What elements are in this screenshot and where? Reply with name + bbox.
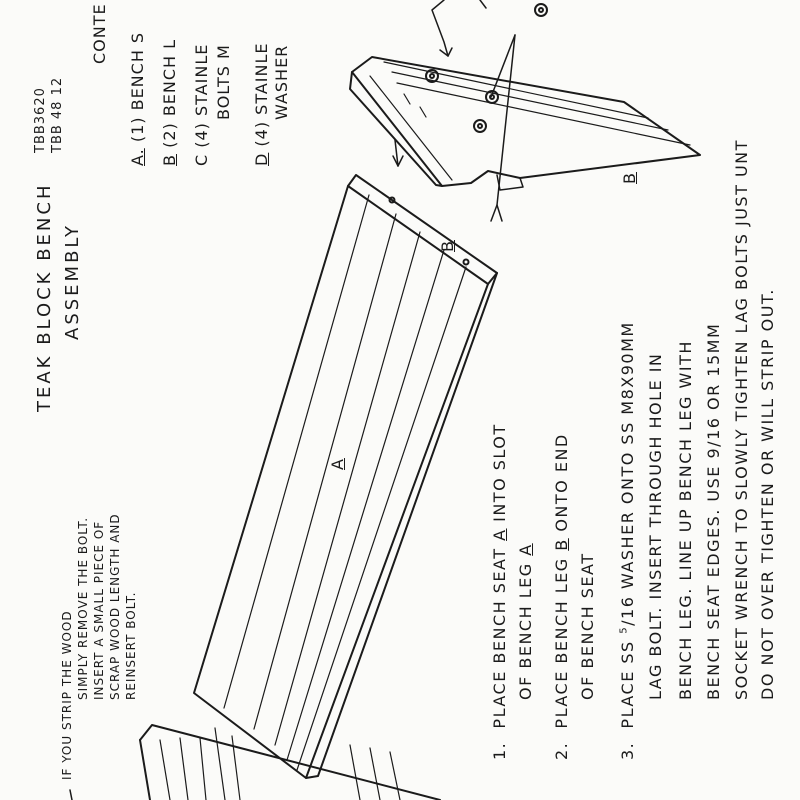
leg-label: B <box>620 172 639 184</box>
bench-leg-drawing <box>350 4 700 190</box>
part-item-b: B (2) BENCH L <box>160 38 179 166</box>
step-3-line-2: LAG BOLT. INSERT THROUGH HOLE IN <box>646 352 665 700</box>
part-item-d: D (4) STAINLE <box>252 42 271 166</box>
seat-end-label: B <box>438 240 457 252</box>
page-title: TEAK BLOCK BENCH <box>34 182 55 412</box>
model-number-1: TBB3620 <box>33 87 48 153</box>
step-1-line-1: 1. PLACE BENCH SEAT A INTO SLOT <box>490 423 509 760</box>
bench-seat-drawing <box>194 175 497 778</box>
tip-line-4: SCRAP WOOD LENGTH AND <box>108 513 122 700</box>
tip-line-5: REINSERT BOLT. <box>124 591 138 700</box>
step-1-line-2: OF BENCH LEG A <box>516 543 535 700</box>
part-item-a: A. (1) BENCH S <box>128 31 147 166</box>
tip-line-2: SIMPLY REMOVE THE BOLT. <box>76 516 90 700</box>
contents-heading: CONTE <box>90 3 109 64</box>
part-item-d-cont: WASHER <box>272 44 291 120</box>
step-3-line-1: 3. PLACE SS $^5$/16 WASHER ONTO SS M8X90MM <box>618 321 637 760</box>
assembly-arrows <box>393 0 515 221</box>
model-number-2: TBB 48 12 <box>50 76 65 153</box>
step-2-line-2: OF BENCH SEAT <box>578 552 597 700</box>
page-subtitle: ASSEMBLY <box>62 222 83 340</box>
part-item-c-cont: BOLTS M <box>214 44 233 120</box>
step-3-line-6: DO NOT OVER TIGHTEN OR WILL STRIP OUT. <box>758 288 777 700</box>
second-leg-drawing <box>70 725 440 800</box>
step-3-line-5: SOCKET WRENCH TO SLOWLY TIGHTEN LAG BOLTS JUST UNT <box>732 139 751 700</box>
seat-label: A <box>328 458 347 470</box>
tip-line-3: INSERT A SMALL PIECE OF <box>92 520 106 700</box>
part-item-c: C (4) STAINLE <box>192 43 211 166</box>
step-2-line-1: 2. PLACE BENCH LEG B ONTO END <box>552 433 571 760</box>
step-3-line-4: BENCH SEAT EDGES. USE 9/16 OR 15MM <box>704 322 723 700</box>
step-3-line-3: BENCH LEG. LINE UP BENCH LEG WITH <box>676 340 695 700</box>
tip-line-1: IF YOU STRIP THE WOOD <box>60 610 74 780</box>
